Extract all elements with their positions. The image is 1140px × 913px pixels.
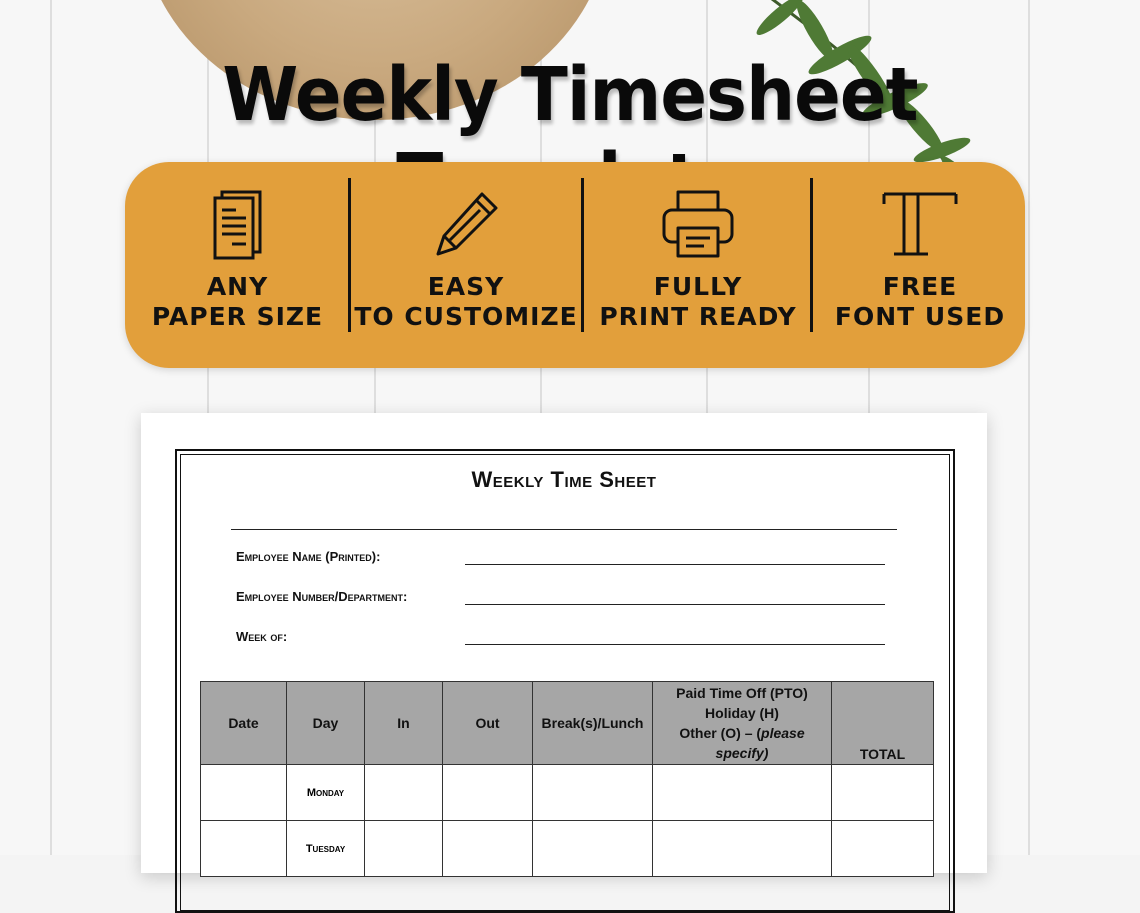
divider xyxy=(581,178,584,332)
feature-line: PAPER SIZE xyxy=(151,302,324,331)
out-cell[interactable] xyxy=(443,821,533,877)
feature-free-font-used xyxy=(815,162,1025,368)
pto-line xyxy=(657,723,827,743)
header-day: Day xyxy=(287,682,365,765)
feature-banner xyxy=(125,162,1025,368)
font-icon xyxy=(880,188,960,260)
in-cell[interactable] xyxy=(365,765,443,821)
feature-fully-print-ready xyxy=(585,162,811,368)
feature-line: FONT USED xyxy=(834,302,1006,331)
document-icon xyxy=(210,188,266,260)
header-in: In xyxy=(365,682,443,765)
page-title: Weekly Timesheet xyxy=(222,52,918,138)
table-row xyxy=(201,821,934,877)
feature-line: FREE xyxy=(882,272,958,301)
feature-line: TO CUSTOMIZE xyxy=(354,302,578,331)
total-cell[interactable] xyxy=(832,765,934,821)
feature-line: EASY xyxy=(427,272,505,301)
employee-name-label: Employee Name (Printed): xyxy=(236,549,381,564)
pto-text: Other (O) – ( xyxy=(679,725,762,741)
printer-icon xyxy=(660,188,736,260)
feature-label xyxy=(351,272,581,332)
day-cell: Monday xyxy=(287,765,365,821)
timesheet-document xyxy=(141,413,987,873)
feature-label xyxy=(585,272,811,332)
sheet-title: Weekly Time Sheet xyxy=(471,467,657,492)
total-cell[interactable] xyxy=(832,821,934,877)
timesheet-table xyxy=(200,681,934,877)
out-cell[interactable] xyxy=(443,765,533,821)
header-date: Date xyxy=(201,682,287,765)
header-break: Break(s)/Lunch xyxy=(533,682,653,765)
pto-line: Paid Time Off (PTO) xyxy=(676,685,808,701)
title-rule xyxy=(231,529,897,530)
header-total: TOTAL xyxy=(832,682,934,765)
divider xyxy=(810,178,813,332)
date-cell[interactable] xyxy=(201,821,287,877)
header-pto xyxy=(653,682,832,765)
date-cell[interactable] xyxy=(201,765,287,821)
header-out: Out xyxy=(443,682,533,765)
feature-label xyxy=(125,272,350,332)
feature-label xyxy=(815,272,1025,332)
pto-text-italic: specify) xyxy=(715,745,769,761)
week-of-line[interactable] xyxy=(465,644,885,645)
pto-text-italic: please xyxy=(761,725,805,741)
in-cell[interactable] xyxy=(365,821,443,877)
employee-number-label: Employee Number/Department: xyxy=(236,589,408,604)
feature-line: FULLY xyxy=(653,272,743,301)
pto-cell[interactable] xyxy=(653,821,832,877)
employee-number-line[interactable] xyxy=(465,604,885,605)
break-cell[interactable] xyxy=(533,765,653,821)
feature-any-paper-size xyxy=(125,162,350,368)
employee-name-line[interactable] xyxy=(465,564,885,565)
pencil-icon xyxy=(430,188,502,260)
pto-line: Holiday (H) xyxy=(705,705,779,721)
break-cell[interactable] xyxy=(533,821,653,877)
feature-line: ANY xyxy=(206,272,269,301)
pto-cell[interactable] xyxy=(653,765,832,821)
feature-line: PRINT READY xyxy=(599,302,797,331)
feature-easy-to-customize xyxy=(351,162,581,368)
table-row xyxy=(201,765,934,821)
day-cell: Tuesday xyxy=(287,821,365,877)
week-of-label: Week of: xyxy=(236,629,288,644)
